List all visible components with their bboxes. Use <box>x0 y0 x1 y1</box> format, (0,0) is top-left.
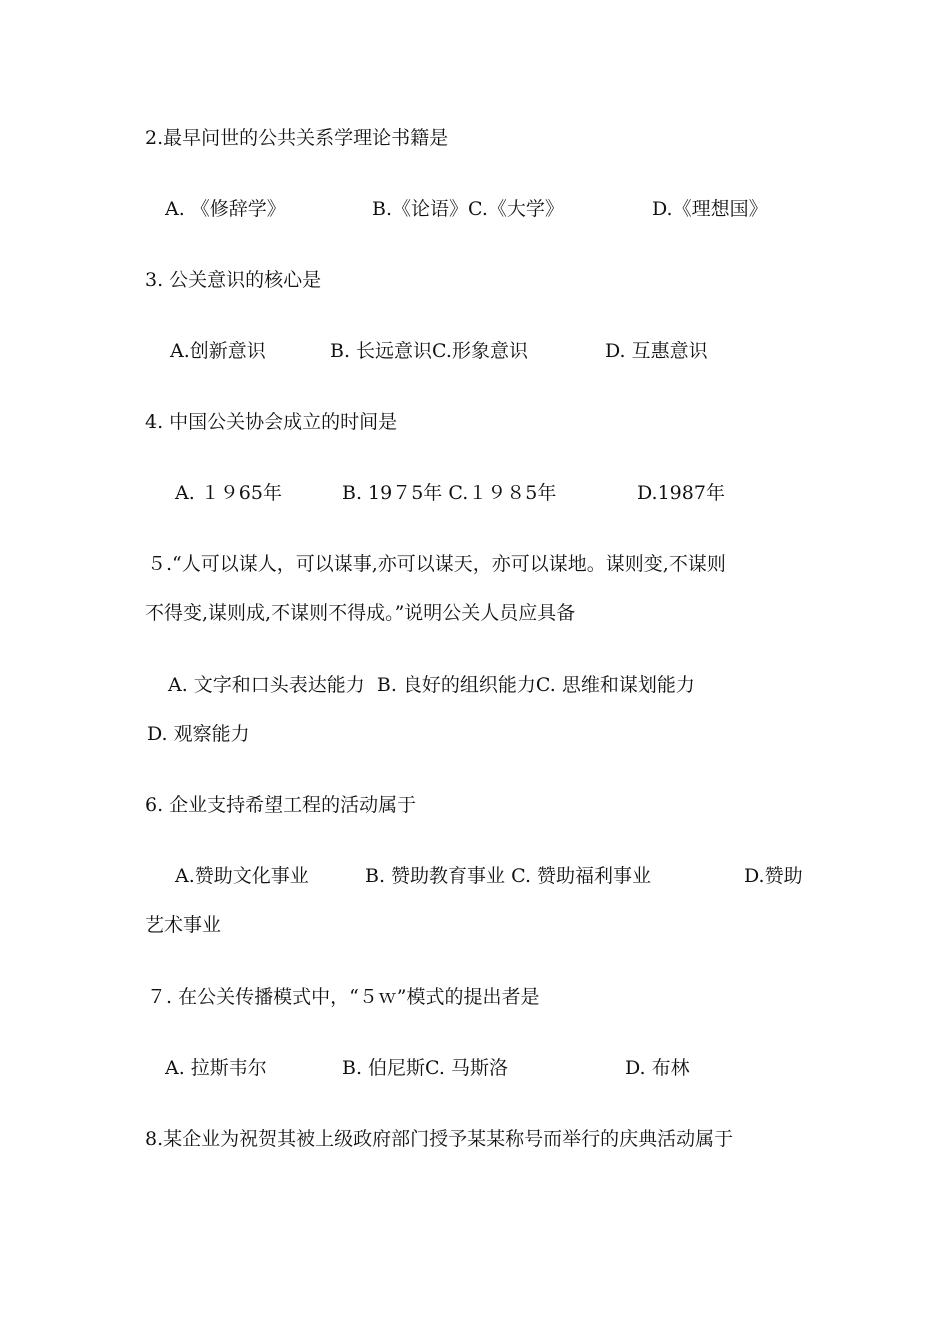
question-2-stem: 2.最早问世的公共关系学理论书籍是 <box>145 127 449 149</box>
question-6-option-bc: B. 赞助教育事业 C. 赞助福利事业 <box>365 865 652 887</box>
question-8-stem: 8.某企业为祝贺其被上级政府部门授予某某称号而举行的庆典活动属于 <box>145 1128 734 1150</box>
question-6-option-a: A.赞助文化事业 <box>175 865 309 887</box>
question-7-option-a: A. 拉斯韦尔 <box>165 1057 267 1079</box>
question-5-stem-line-1: ５.“人可以谋人，可以谋事,亦可以谋天，亦可以谋地。谋则变,不谋则 <box>147 553 726 575</box>
question-3-option-d: D. 互惠意识 <box>605 340 708 362</box>
question-7-option-bc: B. 伯尼斯C. 马斯洛 <box>342 1057 508 1079</box>
question-2-option-bc: B.《论语》C.《大学》 <box>372 198 564 220</box>
question-3-option-a: A.创新意识 <box>170 340 266 362</box>
question-4-stem: 4. 中国公关协会成立的时间是 <box>145 411 398 433</box>
question-6-option-d-continued: 艺术事业 <box>145 914 222 936</box>
question-5-stem-line-2: 不得变,谋则成,不谋则不得成。”说明公关人员应具备 <box>145 602 576 624</box>
question-3-stem: 3. 公关意识的核心是 <box>145 269 322 291</box>
question-7-stem: ７. 在公关传播模式中，“５ｗ”模式的提出者是 <box>147 986 540 1008</box>
question-5-options-line-1: A. 文字和口头表达能力 B. 良好的组织能力C. 思维和谋划能力 <box>168 674 695 696</box>
question-7-option-d: D. 布林 <box>625 1057 690 1079</box>
question-3-option-bc: B. 长远意识C.形象意识 <box>330 340 528 362</box>
question-6-option-d: D.赞助 <box>744 865 803 887</box>
question-6-stem: 6. 企业支持希望工程的活动属于 <box>145 794 417 816</box>
question-4-option-bc: B. 19７5年 C.１９８5年 <box>342 482 557 504</box>
question-4-option-d: D.1987年 <box>637 482 725 504</box>
question-5-options-line-2: D. 观察能力 <box>147 723 250 745</box>
question-2-option-a: A. 《修辞学》 <box>165 198 286 220</box>
question-2-option-d: D.《理想国》 <box>652 198 768 220</box>
question-4-option-a: A. １９65年 <box>175 482 282 504</box>
